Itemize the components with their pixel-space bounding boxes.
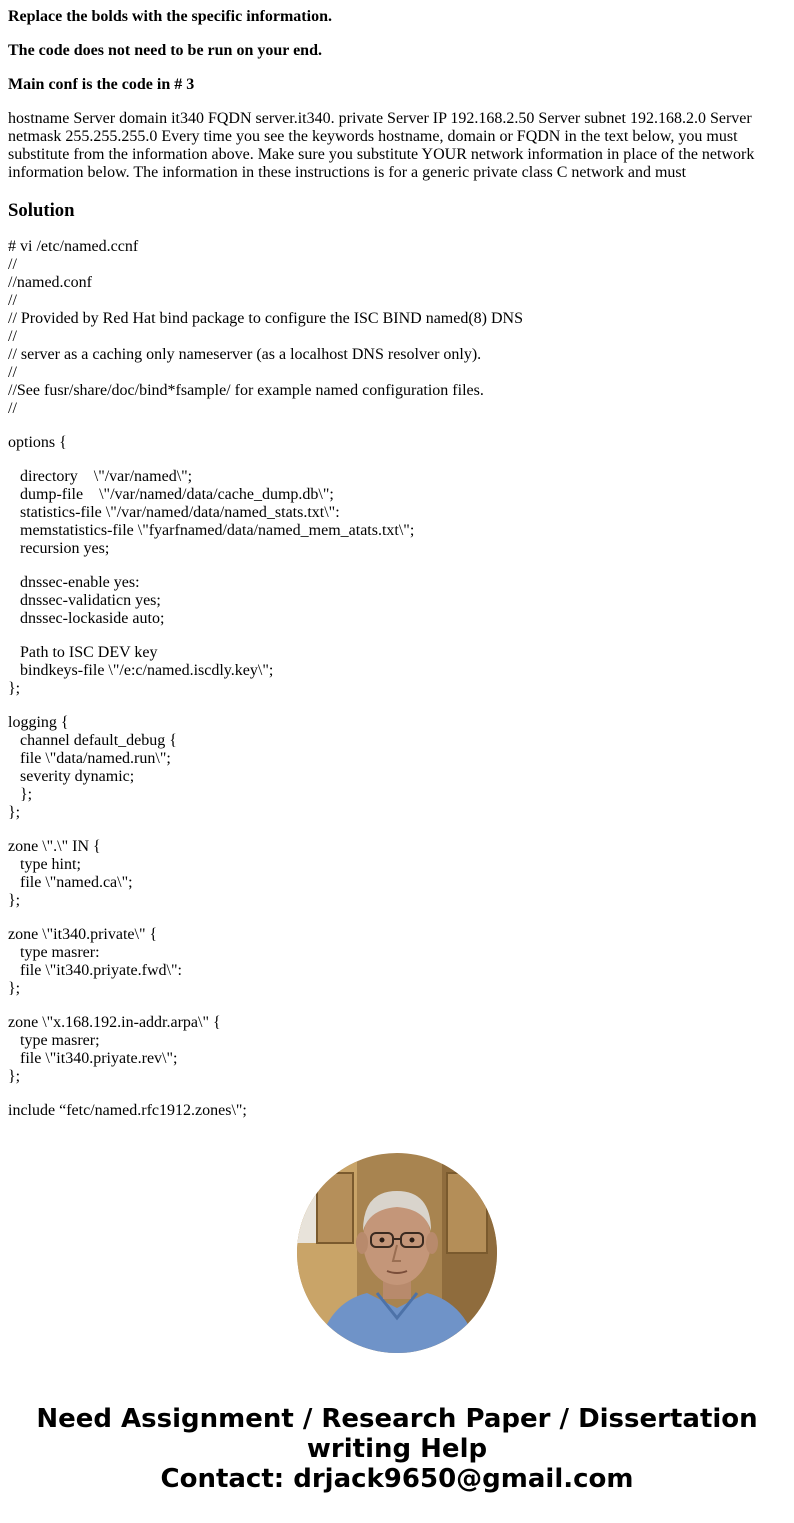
code-line: memstatistics-file \"fyarfnamed/data/named_mem_atats.txt\"; bbox=[8, 522, 415, 539]
promo-contact: Contact: drjack9650@gmail.com bbox=[160, 1464, 634, 1494]
code-line: // bbox=[8, 256, 17, 273]
code-line: zone \".\" IN { bbox=[8, 838, 101, 855]
promo-banner bbox=[0, 1404, 794, 1494]
code-line: file \"it340.priyate.rev\"; bbox=[8, 1050, 178, 1067]
code-line: file \"it340.priyate.fwd\": bbox=[8, 962, 182, 979]
code-line: type hint; bbox=[8, 856, 81, 873]
code-line: type masrer; bbox=[8, 1032, 100, 1049]
code-line: //See fusr/share/doc/bind*fsample/ for example named configuration files. bbox=[8, 382, 484, 399]
code-line: statistics-file \"/var/named/data/named_stats.txt\": bbox=[8, 504, 340, 521]
code-line: type masrer: bbox=[8, 944, 100, 961]
code-line: include “fetc/named.rfc1912.zones\"; bbox=[8, 1102, 247, 1119]
document-page bbox=[8, 0, 786, 1120]
code-line: dnssec-lockaside auto; bbox=[8, 610, 165, 627]
code-line: options { bbox=[8, 434, 67, 451]
code-line: // server as a caching only nameserver (as a localhost DNS resolver only). bbox=[8, 346, 482, 363]
promo-line: writing Help bbox=[306, 1434, 488, 1464]
intro-paragraph: hostname Server domain it340 FQDN server.it340. private Server IP 192.168.2.50 Server subnet 192.168.2.0 Server netmask 255.255.255.0 Every time you see the keywords hostname, domain or FQDN in the text below, you must substitute from the information above. Make sure you substitute YOUR network information in place of the network information below. The information in these instructions is for a generic private class C network and must bbox=[8, 110, 755, 181]
code-line: }; bbox=[8, 680, 21, 697]
instruction-note: Main conf is the code in # 3 bbox=[8, 76, 195, 93]
portrait-icon bbox=[297, 1153, 497, 1353]
instruction-note: The code does not need to be run on your end. bbox=[8, 42, 322, 59]
code-line: }; bbox=[8, 980, 21, 997]
code-line: file \"named.ca\"; bbox=[8, 874, 133, 891]
code-line: }; bbox=[8, 892, 21, 909]
code-line: directory \"/var/named\"; bbox=[8, 468, 193, 485]
code-line: }; bbox=[8, 1068, 21, 1085]
code-line: zone \"x.168.192.in-addr.arpa\" { bbox=[8, 1014, 221, 1031]
avatar-photo bbox=[297, 1153, 497, 1353]
code-line: dnssec-validaticn yes; bbox=[8, 592, 161, 609]
code-line: // bbox=[8, 292, 17, 309]
code-line: channel default_debug { bbox=[8, 732, 177, 749]
code-line: dnssec-enable yes: bbox=[8, 574, 140, 591]
code-line: recursion yes; bbox=[8, 540, 110, 557]
solution-heading: Solution bbox=[8, 200, 75, 221]
config-code-block bbox=[8, 238, 786, 1120]
code-line: # vi /etc/named.ccnf bbox=[8, 238, 139, 255]
code-line: logging { bbox=[8, 714, 69, 731]
code-line: // bbox=[8, 328, 17, 345]
code-line: dump-file \"/var/named/data/cache_dump.db\"; bbox=[8, 486, 334, 503]
code-line: // bbox=[8, 400, 17, 417]
code-line: //named.conf bbox=[8, 274, 92, 291]
code-line: // bbox=[8, 364, 17, 381]
code-line: // Provided by Red Hat bind package to configure the ISC BIND named(8) DNS bbox=[8, 310, 524, 327]
code-line: Path to ISC DEV key bbox=[8, 644, 158, 661]
code-line: bindkeys-file \"/e:c/named.iscdly.key\"; bbox=[8, 662, 274, 679]
instruction-note: Replace the bolds with the specific information. bbox=[8, 8, 332, 25]
code-line: file \"data/named.run\"; bbox=[8, 750, 171, 767]
code-line: severity dynamic; bbox=[8, 768, 135, 785]
code-line: }; bbox=[8, 786, 33, 803]
code-line: }; bbox=[8, 804, 21, 821]
code-line: zone \"it340.private\" { bbox=[8, 926, 158, 943]
promo-line: Need Assignment / Research Paper / Dissertation bbox=[36, 1404, 758, 1434]
